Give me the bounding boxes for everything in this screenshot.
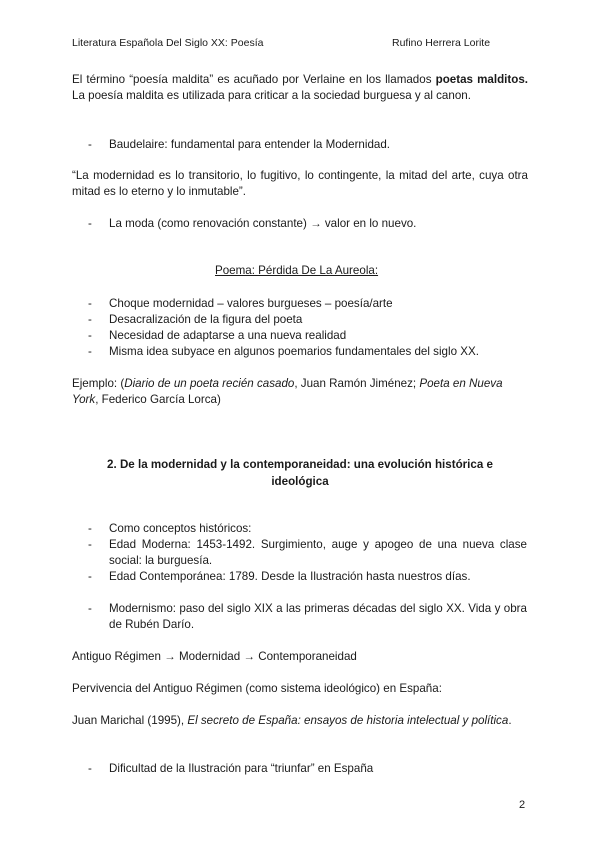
section-number: 2. [107, 458, 117, 471]
p1-text-b: La poesía maldita es utilizada para criticar a la sociedad burguesa y al canon. [72, 89, 471, 102]
bullet-dash: - [88, 538, 92, 551]
bullet-dash: - [88, 217, 92, 230]
bullet-dash: - [88, 570, 92, 583]
p1-bold: poetas malditos. [435, 73, 528, 86]
bullet-text: La moda (como renovación constante) → valor en lo nuevo. [109, 217, 417, 230]
section-heading [72, 456, 528, 490]
quote-paragraph: “La modernidad es lo transitorio, lo fugitivo, lo contingente, la mitad del arte, cuya otra mitad es lo eterno y lo inmutable”. [72, 169, 528, 198]
bullet-text: Misma idea subyace en algunos poemarios fundamentales del siglo XX. [109, 345, 479, 358]
header-left: Literatura Española Del Siglo XX: Poesía [72, 37, 264, 49]
bullet-dash: - [88, 329, 92, 342]
bullet-dash: - [88, 345, 92, 358]
example-text-a: Ejemplo: ( [72, 377, 125, 390]
bullet-dash: - [88, 522, 92, 535]
bullet-text: Desacralización de la figura del poeta [109, 313, 303, 326]
bullet-text: Necesidad de adaptarse a una nueva realidad [109, 329, 347, 342]
poem-title: Poema: Pérdida De La Aureola: [215, 264, 379, 277]
bullet-text: Edad Contemporánea: 1789. Desde la Ilustración hasta nuestros días. [109, 570, 471, 583]
bullet-text: Como conceptos históricos: [109, 522, 252, 535]
section-heading-line1 [72, 456, 528, 473]
bullet-text: Baudelaire: fundamental para entender la Modernidad. [109, 138, 391, 151]
marichal-paragraph [72, 713, 528, 729]
example-title-1: Diario de un poeta recién casado [124, 377, 295, 390]
bullet-text: Dificultad de la Ilustración para “triunfar” en España [109, 762, 374, 775]
marichal-title: El secreto de España: ensayos de historia intelectual y política [187, 714, 509, 727]
bullet-dash: - [88, 297, 92, 310]
p1-text-a: El término “poesía maldita” es acuñado por Verlaine en los llamados [72, 73, 436, 86]
header-right: Rufino Herrera Lorite [392, 37, 491, 49]
page-number: 2 [519, 799, 526, 811]
bullet-dash: - [88, 762, 92, 775]
example-title-2: Poeta en Nueva York [72, 377, 503, 406]
pervivencia-line: Pervivencia del Antiguo Régimen (como sistema ideológico) en España: [72, 682, 442, 695]
marichal-text-a: Juan Marichal (1995), [72, 714, 188, 727]
bullet-text: Choque modernidad – valores burgueses – poesía/arte [109, 297, 393, 310]
bullet-dash: - [88, 313, 92, 326]
bullet-text: Edad Moderna: 1453-1492. Surgimiento, auge y apogeo de una nueva clase social: la burguesía. [109, 538, 527, 567]
paragraph-poesia-maldita [72, 72, 528, 104]
example-text-b: , Juan Ramón Jiménez; [294, 377, 420, 390]
example-paragraph [72, 376, 528, 408]
section-title-1: De la modernidad y la contemporaneidad: una evolución histórica e [119, 458, 493, 471]
section-heading-line2: ideológica [271, 475, 329, 488]
bullet-dash: - [88, 602, 92, 615]
bullet-dash: - [88, 138, 92, 151]
bullet-text: Modernismo: paso del siglo XIX a las primeras décadas del siglo XX. Vida y obra de Rubén Darío. [109, 602, 527, 631]
sequence-line: Antiguo Régimen → Modernidad → Contemporaneidad [72, 650, 357, 663]
marichal-text-b: . [508, 714, 512, 727]
example-text-c: , Federico García Lorca) [95, 393, 221, 406]
